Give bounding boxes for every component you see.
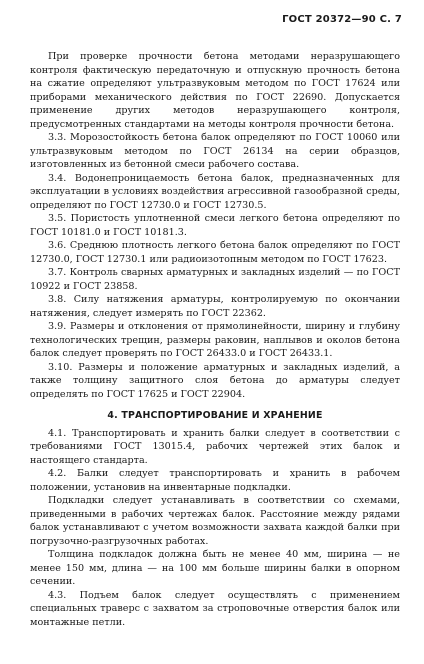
running-header: ГОСТ 20372—90 С. 7	[282, 14, 402, 25]
paragraph: 3.6. Среднюю плотность легкого бетона балок определяют по ГОСТ 12730.0, ГОСТ 12730.1 или радиоизотопным методом по ГОСТ 17623.	[30, 240, 400, 265]
paragraph: 3.5. Пористость уплотненной смеси легкого бетона определяют по ГОСТ 10181.0 и ГОСТ 10181.3.	[30, 213, 400, 238]
paragraph: 3.4. Водонепроницаемость бетона балок, предназначенных для эксплуатации в условиях воздействия агрессивной газообразной среды, определяют по ГОСТ 12730.0 и ГОСТ 12730.5.	[30, 172, 400, 211]
paragraph: 3.9. Размеры и отклонения от прямолинейности, ширину и глубину технологических трещин, размеры раковин, наплывов и околов бетона балок следует проверять по ГОСТ 26433.0 и ГОСТ 26433.1.	[30, 321, 400, 359]
section-title: 4. ТРАНСПОРТИРОВАНИЕ И ХРАНЕНИЕ	[107, 410, 323, 421]
paragraph: 3.3. Морозостойкость бетона балок определяют по ГОСТ 10060 или ультразвуковым методом по ГОСТ 26134 на серии образцов, изготовленных из бетонной смеси рабочего состава.	[30, 132, 400, 170]
paragraph: 3.7. Контроль сварных арматурных и закладных изделий — по ГОСТ 10922 и ГОСТ 23858.	[30, 267, 400, 292]
paragraph: 4.1. Транспортировать и хранить балки следует в соответствии с требованиями ГОСТ 13015.4, рабочих чертежей этих балок и настоящего стандарта.	[30, 427, 400, 466]
paragraph: 4.3. Подъем балок следует осуществлять с применением специальных траверс с захватом за строповочные отверстия балок или монтажные петли.	[30, 589, 400, 628]
paragraph: При проверке прочности бетона методами неразрушающего контроля фактическую передаточную и отпускную прочность бетона на сжатие определяют ультразвуковым методом по ГОСТ 17624 или приборами механического действия по ГОСТ 22690. Допускается применение других методов неразрушающего контроля, предусмотренных стандартами на методы контроля прочности бетона.	[30, 51, 400, 130]
document-body	[30, 50, 400, 629]
paragraph: 3.10. Размеры и положение арматурных и закладных изделий, а также толщину защитного слоя бетона до арматуры следует определять по ГОСТ 17625 и ГОСТ 22904.	[30, 361, 400, 400]
paragraph: Толщина подкладок должна быть не менее 40 мм, ширина — не менее 150 мм, длина — на 100 мм больше ширины балки в опорном сечении.	[30, 549, 400, 587]
paragraph: 3.8. Силу натяжения арматуры, контролируемую по окончании натяжения, следует измерять по ГОСТ 22362.	[30, 294, 400, 319]
paragraph: Подкладки следует устанавливать в соответствии со схемами, приведенными в рабочих чертежах балок. Расстояние между рядами балок устанавливают с учетом возможности захвата каждой балки при погрузочно-разгрузочных работах.	[30, 495, 400, 547]
paragraph: 4.2. Балки следует транспортировать и хранить в рабочем положении, установив на инвентарные подкладки.	[30, 468, 400, 493]
